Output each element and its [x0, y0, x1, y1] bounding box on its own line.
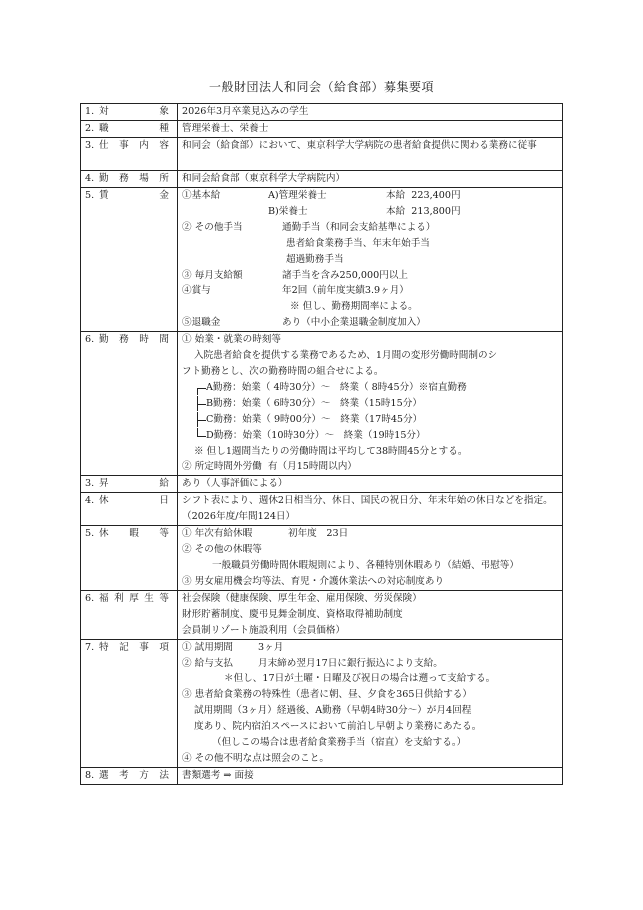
salary-section: ①基本給 A)管理栄養士 本給 223,400円 B)栄養士 本給 213,800円 ② その他手当 通勤手当（和同会支給基準による） 患者給食業務手当、年末年始手当 超過勤務手当 ③ 毎月支給額 諸手当を含み250,000円以上 ④賞与 年2回（前年度実績3.9ヶ月） ※ 但し、勤務期間率による。 ⑤退職金 あり（中小企業退職金制度加入）: [178, 188, 563, 332]
row-label: 6. 勤務時間: [81, 332, 178, 476]
row-label: 7. 特記事項: [81, 639, 178, 767]
row-value: あり（人事評価による）: [178, 476, 563, 493]
row-label: 4. 勤務場所: [81, 171, 178, 188]
row-value: 社会保険（健康保険、厚生年金、雇用保険、労災保険） 財形貯蓄制度、慶弔見舞金制度、資格取得補助制度 会員制リゾート施設利用（会員価格）: [178, 590, 563, 639]
row-label: 2. 職種: [81, 121, 178, 138]
table-row: [81, 171, 563, 188]
row-label: 8. 選考方法: [81, 767, 178, 784]
row-label: 5. 休暇等: [81, 526, 178, 591]
row-label: 4. 休日: [81, 493, 178, 526]
tree-line-icon: [194, 380, 206, 395]
shift-c: C勤務：始業（ 9時00分）～ 終業（17時45分）: [182, 412, 559, 428]
table-row: [81, 138, 563, 171]
row-label: 1. 対象: [81, 104, 178, 121]
table-row: [81, 476, 563, 493]
table-row: [81, 590, 563, 639]
table-row: [81, 104, 563, 121]
tree-line-icon: [194, 396, 206, 411]
requirements-table: [80, 103, 563, 785]
page-title: 一般財団法人和同会（給食部）募集要項: [208, 80, 434, 94]
special-section: ① 試用期間 3ヶ月 ② 給与支払 月末締め翌月17日に銀行振込により支給。 ＊但し、17日が土曜・日曜及び祝日の場合は遡って支給する。 ③ 患者給食業務の特殊性（患者に朝、昼、夕食を365日供給する） 試用期間（3ヶ月）経過後、A勤務（早朝4時30分～）が月4回程 度あり、院内宿泊スペースにおいて前泊し早朝より業務にあたる。 （但しこの場合は患者給食業務手当（宿直）を支給する。） ④ その他不明な点は照会のこと。: [178, 639, 563, 767]
row-value: 管理栄養士、栄養士: [178, 121, 563, 138]
table-row: [81, 121, 563, 138]
row-value: 書類選考 ⇒ 面接: [178, 767, 563, 784]
row-label: 5. 賃金: [81, 188, 178, 332]
leave-section: ① 年次有給休暇 初年度 23日 ② その他の休暇等 一般職員労働時間休暇規則により、各種特別休暇あり（結婚、弔慰等） ③ 男女雇用機会均等法、育児・介護休業法への対応制度あり: [178, 526, 563, 591]
tree-line-icon: [194, 428, 206, 443]
row-value: 2026年3月卒業見込みの学生: [178, 104, 563, 121]
tree-line-icon: [194, 412, 206, 427]
table-row: [81, 767, 563, 784]
row-value: シフト表により、週休2日相当分、休日、国民の祝日分、年末年始の休日などを指定。（2026年度/年間124日）: [178, 493, 563, 526]
table-row: [81, 639, 563, 767]
shift-b: B勤務：始業（ 6時30分）～ 終業（15時15分）: [182, 396, 559, 412]
row-label: 6. 福利厚生等: [81, 590, 178, 639]
table-row: [81, 493, 563, 526]
row-value: 和同会（給食部）において、東京科学大学病院の患者給食提供に関わる業務に従事: [178, 138, 563, 171]
table-row: [81, 332, 563, 476]
row-label: 3. 昇給: [81, 476, 178, 493]
shift-a: A勤務：始業（ 4時30分）～ 終業（ 8時45分）※宿直勤務: [182, 380, 559, 396]
shift-d: D勤務：始業（10時30分）～ 終業（19時15分）: [182, 428, 559, 444]
hours-section: ① 始業・就業の時刻等 入院患者給食を提供する業務であるため、1月間の変形労働時間制のシ フト勤務とし、次の勤務時間の組合せによる。 A勤務：始業（ 4時30分）～ 終業（ 8時45分）※宿直勤務 B勤務：始業（ 6時30分）～ 終業（15時15分） C勤務：始業（ 9時00分）～ 終業（17時45分） D勤務：始業（10時30分）～ 終業（19時15分） ※ 但し1週間当たりの労働時間は平均して38時間45分とする。 ② 所定時間外労働 有（月15時間以内）: [178, 332, 563, 476]
row-value: 和同会給食部（東京科学大学病院内）: [178, 171, 563, 188]
table-row: [81, 526, 563, 591]
row-label: 3. 仕事内容: [81, 138, 178, 171]
table-row: [81, 188, 563, 332]
